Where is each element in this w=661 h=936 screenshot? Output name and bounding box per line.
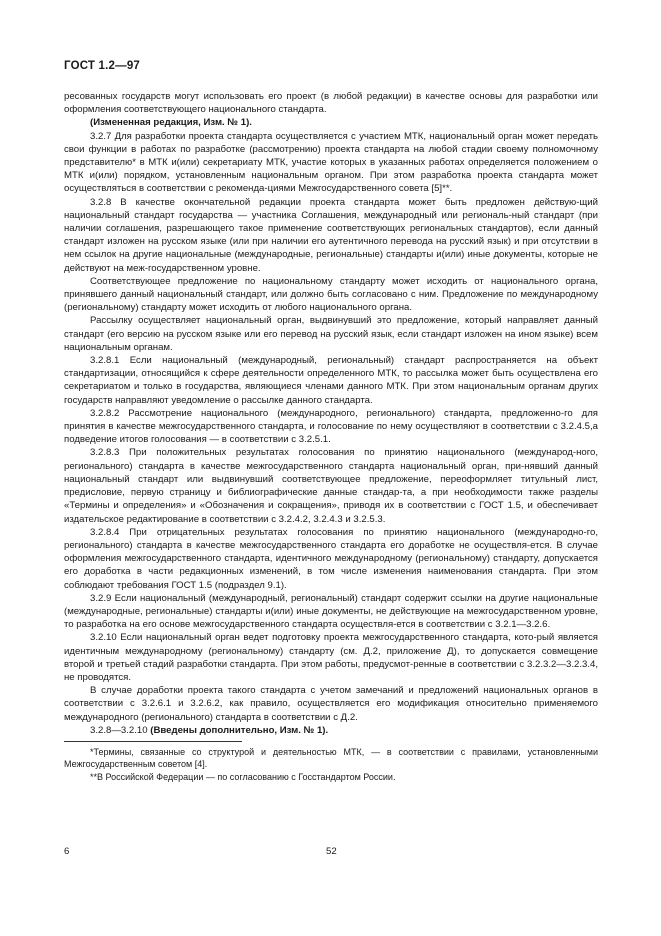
footnote: **В Российской Федерации — по согласованию с Госстандартом России. <box>90 771 396 782</box>
paragraph: 3.2.8 В качестве окончательной редакции проекта стандарта может быть предложен действую-щий национальный стандарт государства — участника Соглашения, международный или региональ-ный стандарт (при наличии соглашения, разрешающего такое применение соответствующих региональных стандартов), если данный стандарт изложен на русском языке (или при наличии его аутентичного перевода на русский язык) и при отсутствии в нем ссылок на другие национальные (международные, региональные) стандарты и(или) иные документы, которые не действуют на меж-государственном уровне. <box>64 196 598 274</box>
paragraph: Рассылку осуществляет национальный орган, выдвинувший это предложение, который направляет данный стандарт (его версию на русском языке или его перевод на русский язык, если стандарт изложен на ином языке) всем национальным органам. <box>64 315 598 353</box>
page-number-left: 6 <box>64 846 70 857</box>
paragraph: В случае доработки проекта такого стандарта с учетом замечаний и предложений национальных органов в соответствии с 3.2.6.1 и 3.2.6.2, как правило, осуществляется его модификация относительно применяемого международного (регионального) стандарта в соответствии с Д.2. <box>64 685 598 723</box>
paragraph: 3.2.8.3 При положительных результатах голосования по принятию национального (международ-ного, регионального) стандарта в качестве межгосударственного стандарта национальный орган, при-нявший данный национальный стандарт или выдвинувший соответствующее предложение, переоформляет титульный лист, предисловие, первую страницу и библиографические данные стандар-та, а при необходимости также разделы «Термины и определения» и «Обозначения и сокращения», приводя их в соответствии с ГОСТ 1.5, и обеспечивает издательское редактирование в соответствии с 3.2.4.2, 3.2.4.3 и 3.2.5.3. <box>64 447 598 525</box>
paragraph: Соответствующее предложение по национальному стандарту может исходить от национального органа, принявшего данный национальный стандарт, или должно быть согласовано с ним. Предложение по международному (региональному) стандарту может исходить от любого национального органа. <box>64 275 598 314</box>
amendment-note: (Измененная редакция, Изм. № 1). <box>90 117 252 129</box>
paragraph: 3.2.8.4 При отрицательных результатах голосования по принятию национального (международно-го, регионального) стандарта в качестве межгосударственного стандарта его доработке не осуществля-ется. В случае оформления межгосударственного стандарта, идентичного международному (региональному) стандарту, допускается его доработка в части редакционных изменений, в том числе изменения наименования стандарта. При этом соблюдают требования ГОСТ 1.5 (подраздел 9.1). <box>64 526 598 591</box>
footnote: *Термины, связанные со структурой и деятельностью МТК, — в соответствии с правилами, установленными Межгосударственным советом [4]. <box>64 746 598 770</box>
paragraph: 3.2.10 Если национальный орган ведет подготовку проекта межгосударственного стандарта, кото-рый является идентичным международному (региональному) стандарту (см. Д.2, приложение Д), то допускается совмещение второй и третьей стадий разработки стандарта. При этом работы, предусмот-ренные в соответствии с 3.2.3.2—3.2.3.4, не проводятся. <box>64 632 598 683</box>
amendment-line <box>64 724 598 737</box>
paragraph: 3.2.7 Для разработки проекта стандарта осуществляется с участием МТК, национальный орган может передать свои функции в работах по разработке (рассмотрению) проекта стандарта на любой стадии своему полномочному представителю* в МТК и(или) секретариату МТК, участие которых в указанных работах определяется положением о МТК и(или) порядком, установленным национальным органом. При этом разработка проекта стандарта может осуществляться в соответствии с рекоменда-циями Межгосударственного совета [5]**. <box>64 130 598 195</box>
paragraph: ресованных государств могут использовать его проект (в любой редакции) в качестве основы для разработки или оформления соответствующего национального стандарта. <box>64 91 598 116</box>
page-number-center: 52 <box>326 846 337 857</box>
document-body <box>64 90 598 783</box>
amendment-note: (Введены дополнительно, Изм. № 1). <box>150 724 329 736</box>
footnote-divider <box>64 741 242 742</box>
amendment-prefix: 3.2.8—3.2.10 <box>90 724 151 736</box>
paragraph: 3.2.8.1 Если национальный (международный, региональный) стандарт распространяется на объект стандартизации, относящийся к сфере деятельности определенного МТК, то рассылка может быть осуществлена его секретариатом и только в государства, являющиеся членами данного МТК. При этом национальным органам других государств направляют уведомление о рассылке данного стандарта. <box>64 355 598 406</box>
paragraph: 3.2.8.2 Рассмотрение национального (международного, регионального) стандарта, предложенно-го для принятия в качестве межгосударственного стандарта, и голосование по нему осуществляют в соответствии с 3.2.4.5,а подведение итогов голосования — в соответствии с 3.2.5.1. <box>64 407 598 446</box>
paragraph: 3.2.9 Если национальный (международный, региональный) стандарт содержит ссылки на другие национальные (международные, региональные) стандарты и(или) иные документы, не действующие на межгосударственном уровне, то разработка на его основе межгосударственного стандарта осуществля-ется в соответствии с 3.2.1—3.2.6. <box>64 592 598 631</box>
document-header: ГОСТ 1.2—97 <box>64 60 141 72</box>
